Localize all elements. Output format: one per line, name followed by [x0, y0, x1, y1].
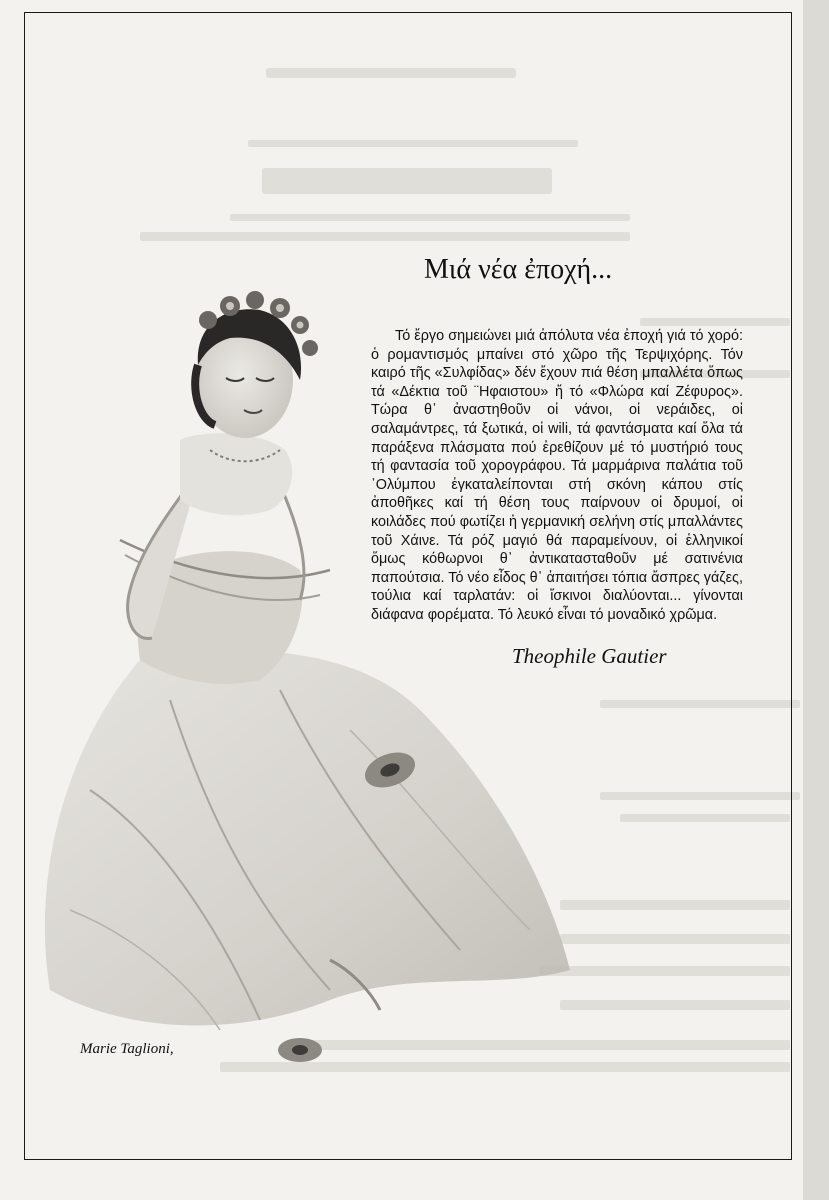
article-body: Τό ἔργο σημειώνει μιά ἀπόλυτα νέα ἐποχή γιά τό χορό: ὁ ρομαντισμός μπαίνει στό χῶρο τῆς Τερψιχόρης. Τόν καιρό τῆς «Συλφίδας» δέν ἔχουν πιά θέση μπαλλέτα ὅπως τά «Δέκτια τοῦ ¨Ηφαιστου» ἤ τό «Φλώρα καί Ζέφυρος». Τώρα θ᾽ ἀναστηθοῦν οἱ νάνοι, οἱ νεράιδες, οἱ σαλαμάντρες, τά ξωτικά, οἱ wili, τά φαντάσματα καί ὅλα τά παράξενα πλάσματα πού ἐρεθίζουν μέ τό μυστήριό τους τή φαντασία τοῦ χορογράφου. Τά μαρμάρινα παλάτια τοῦ ᾽Ολύμπου ἐγκαταλείπονται στή σκόνη κάπου στίς ἀποθῆκες καί τή θέση τους παίρνουν οἱ δρυμοί, οἱ κοιλάδες πού φωτίζει ἡ γερμανική σελήνη στίς μπαλλάντες τοῦ Χάινε. Τά ρόζ μαγιό θά παραμείνουν, οἱ ἑλληνικοί ὅμως κόθωρνοι θ᾽ ἀντικατασταθοῦν μέ σατινένια παπούτσια. Τό νέο εἶδος θ᾽ ἀπαιτήσει τόπια ἄσπρες γάζες, τούλια καί ταρλατάν: οἱ ἴσκινοι διαλύονται... γίνονται διάφανα φορέματα. Τό λευκό εἶναι τό μοναδικό χρῶμα.: [371, 328, 743, 623]
illustration-caption: Marie Taglioni,: [80, 1041, 174, 1057]
article-title: Μιά νέα ἐποχή...: [424, 254, 613, 285]
author-signature: Theophile Gautier: [512, 644, 667, 668]
